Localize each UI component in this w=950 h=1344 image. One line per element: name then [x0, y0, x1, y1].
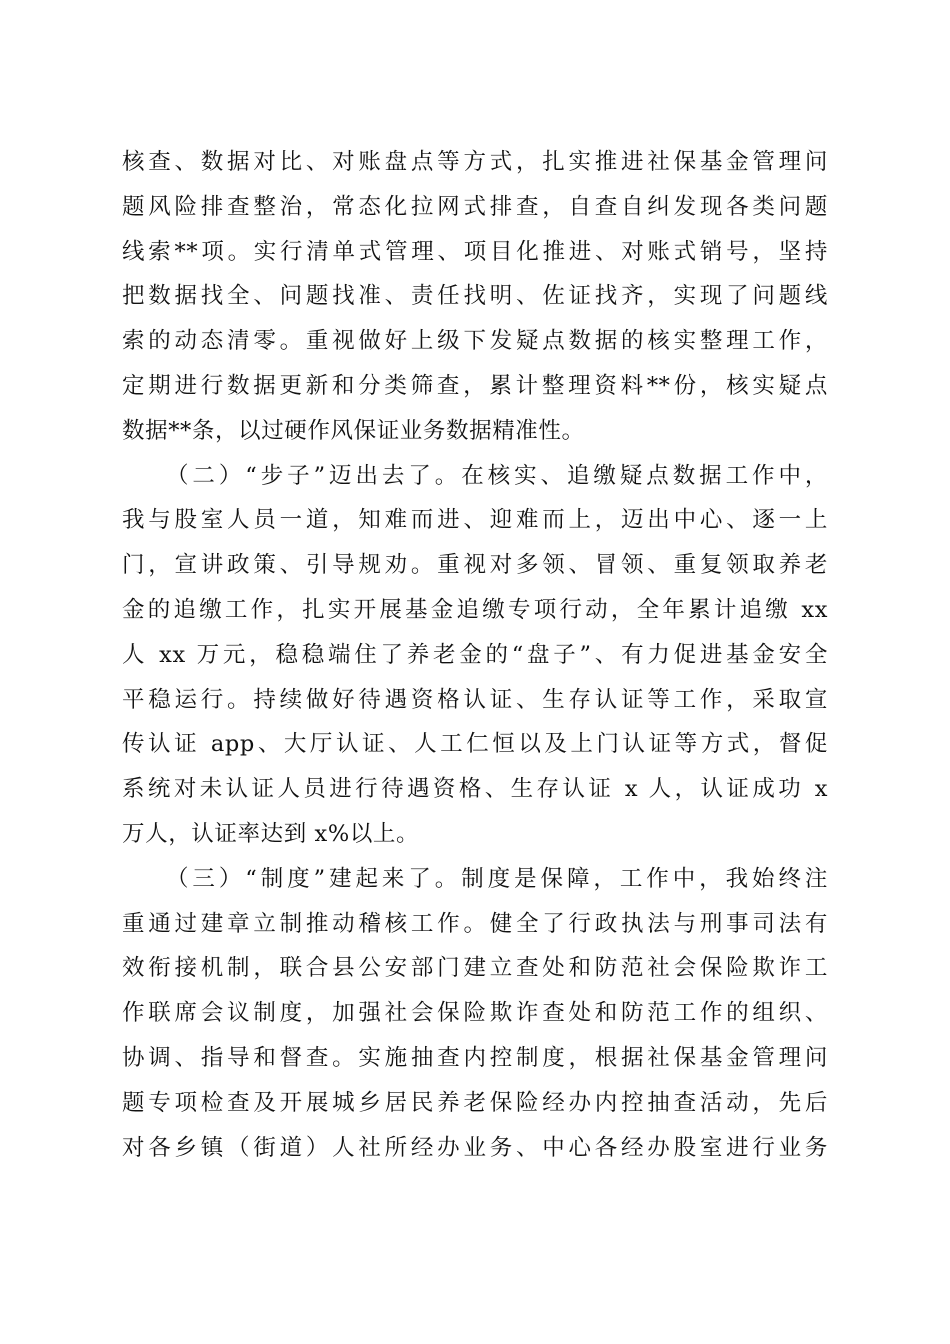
text-line: 核查、数据对比、对账盘点等方式，扎实推进社保基金管理问	[122, 149, 828, 175]
text-line: 把数据找全、问题找准、责任找明、佐证找齐，实现了问题线	[122, 283, 828, 310]
text-line: 我与股室人员一道，知难而进、迎难而上，迈出中心、逐一上	[122, 507, 828, 534]
text-line: 作联席会议制度，加强社会保险欺诈查处和防范工作的组织、	[122, 1000, 828, 1027]
text-line: 万人，认证率达到 x%以上。	[122, 820, 420, 847]
section-heading-line: （三）“制度”建起来了。制度是保障，工作中，我始终注	[166, 865, 828, 892]
text-line: 平稳运行。持续做好待遇资格认证、生存认证等工作，采取宣	[122, 686, 828, 713]
text-line: 系统对未认证人员进行待遇资格、生存认证 x 人，认证成功 x	[122, 776, 828, 803]
text-line: 对各乡镇（街道）人社所经办业务、中心各经办股室进行业务	[122, 1134, 828, 1161]
text-line: 人 xx 万元，稳稳端住了养老金的“盘子”、有力促进基金安全	[122, 641, 828, 668]
text-line: 效衔接机制，联合县公安部门建立查处和防范社会保险欺诈工	[122, 955, 828, 982]
text-line: 重通过建章立制推动稽核工作。健全了行政执法与刑事司法有	[122, 910, 828, 937]
text-line: 题专项检查及开展城乡居民养老保险经办内控抽查活动，先后	[122, 1089, 828, 1116]
text-line: 数据**条，以过硬作风保证业务数据精准性。	[122, 417, 585, 444]
text-line: 金的追缴工作，扎实开展基金追缴专项行动，全年累计追缴 xx	[122, 596, 828, 623]
text-line: 索的动态清零。重视做好上级下发疑点数据的核实整理工作，	[122, 328, 828, 355]
text-line: 门，宣讲政策、引导规劝。重视对多领、冒领、重复领取养老	[122, 552, 828, 579]
text-line: 传认证 app、大厅认证、人工仁恒以及上门认证等方式，督促	[122, 731, 828, 758]
text-line: 线索**项。实行清单式管理、项目化推进、对账式销号，坚持	[122, 238, 828, 265]
text-line: 题风险排查整治，常态化拉网式排查，自查自纠发现各类问题	[122, 193, 828, 220]
section-heading-line: （二）“步子”迈出去了。在核实、追缴疑点数据工作中，	[166, 462, 828, 489]
text-line: 协调、指导和督查。实施抽查内控制度，根据社保基金管理问	[122, 1044, 828, 1071]
text-line: 定期进行数据更新和分类筛查，累计整理资料**份，核实疑点	[122, 372, 828, 399]
document-body	[122, 140, 828, 1170]
